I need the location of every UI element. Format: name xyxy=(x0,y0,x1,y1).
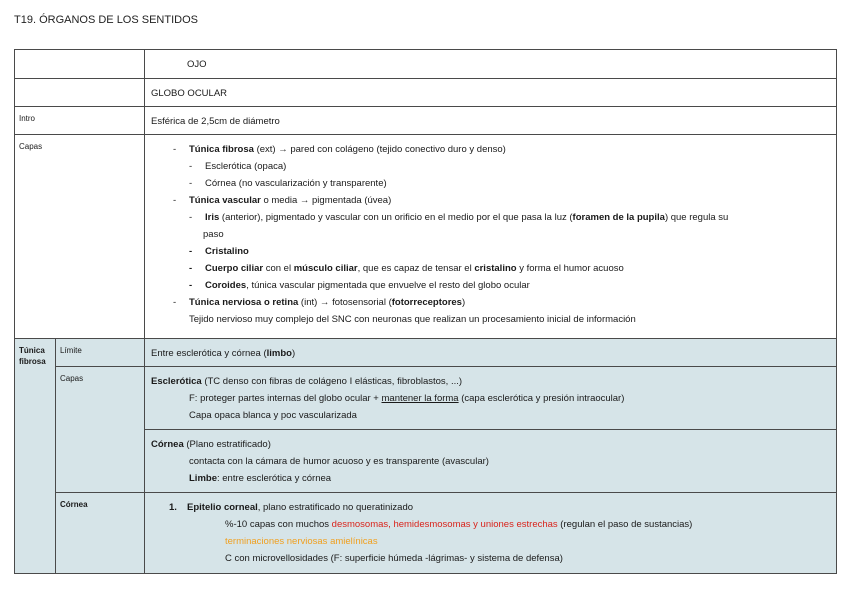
intro-text: Esférica de 2,5cm de diámetro xyxy=(145,107,837,135)
list-item-continuation: paso xyxy=(203,229,224,240)
list-item-continuation: Tejido nervioso muy complejo del SNC con neuronas que realizan un procesamiento inicial de información xyxy=(189,314,636,325)
row-cornea xyxy=(15,493,837,574)
list-item: - Iris (anterior), pigmentado y vascular con un orificio en el medio por el que pasa la luz (foramen de la pupila) que regula su xyxy=(189,212,729,223)
row-capas-esclerotica xyxy=(15,367,837,430)
cornea-epitelio-content: 1. Epitelio corneal, plano estratificado no queratinizado %-10 capas con muchos desmosomas, hemidesmosomas y uniones estrechas (regulan el paso de sustancias) terminaciones nerviosas amielínicas C con microvellosidades (F: superficie húmeda -lágrimas- y sistema de defensa) xyxy=(145,493,837,574)
list-item: - Túnica vascular o media → pigmentada (úvea) xyxy=(173,195,392,206)
list-item: - Cristalino xyxy=(189,246,249,257)
ojo-header: OJO xyxy=(145,50,837,79)
capas-label: Capas xyxy=(15,135,145,339)
row-capas xyxy=(15,135,837,339)
document-title: T19. ÓRGANOS DE LOS SENTIDOS xyxy=(14,14,198,26)
list-item: - Esclerótica (opaca) xyxy=(189,161,287,172)
list-item: - Córnea (no vascularización y transparente) xyxy=(189,178,387,189)
intro-label: Intro xyxy=(15,107,145,135)
limite-label: Límite xyxy=(56,339,145,367)
content-table xyxy=(14,49,837,574)
limite-text: Entre esclerótica y córnea (limbo) xyxy=(145,339,837,367)
list-item: - Túnica nerviosa o retina (int) → fotosensorial (fotorreceptores) xyxy=(173,297,466,308)
globo-ocular-header: GLOBO OCULAR xyxy=(145,79,837,107)
list-item: - Túnica fibrosa (ext) → pared con colágeno (tejido conectivo duro y denso) xyxy=(173,144,506,155)
cornea-content: Córnea (Plano estratificado) contacta con la cámara de humor acuoso y es transparente (avascular) Limbe: entre esclerótica y córnea xyxy=(145,430,837,493)
capas-sub-label: Capas xyxy=(56,367,145,493)
list-item: - Cuerpo ciliar con el músculo ciliar, que es capaz de tensar el cristalino y forma el humor acuoso xyxy=(189,263,624,274)
capas-content xyxy=(145,135,837,339)
cornea-label: Córnea xyxy=(56,493,145,574)
tunica-fibrosa-label: Túnica fibrosa xyxy=(15,339,56,574)
row-globo-ocular xyxy=(15,79,837,107)
row-intro xyxy=(15,107,837,135)
esclerotica-content: Esclerótica (TC denso con fibras de colágeno I elásticas, fibroblastos, ...) F: proteger partes internas del globo ocular + mantener la forma (capa esclerótica y presión intraocular) Capa opaca blanca y poc vascularizada xyxy=(145,367,837,430)
row-ojo xyxy=(15,50,837,79)
list-item: - Coroides, túnica vascular pigmentada que envuelve el resto del globo ocular xyxy=(189,280,530,291)
row-limite xyxy=(15,339,837,367)
